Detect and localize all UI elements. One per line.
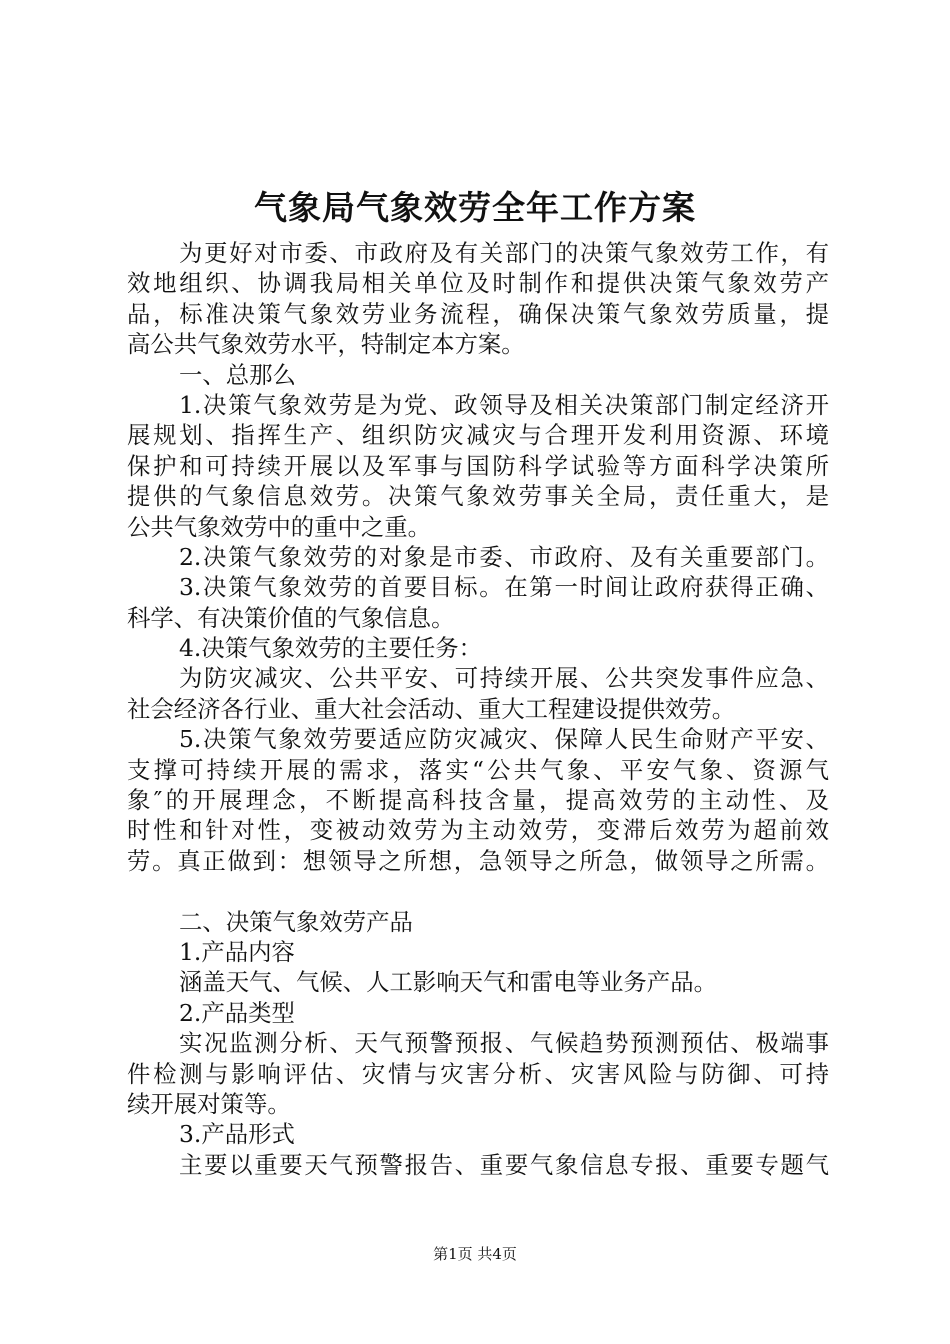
page-footer: 第1页 共4页 — [433, 1245, 517, 1263]
text-line: 件检测与影响评估、灾情与灾害分析、灾害风险与防御、可持 — [127, 1059, 829, 1088]
text-line: 象″的开展理念，不断提高科技含量，提高效劳的主动性、及 — [127, 786, 829, 815]
text-line: 劳。真正做到：想领导之所想，急领导之所急，做领导之所需。 — [127, 846, 829, 875]
text-line: 3.决策气象效劳的首要目标。在第一时间让政府获得正确、 — [179, 573, 829, 602]
text-line: 4.决策气象效劳的主要任务： — [179, 634, 483, 663]
text-line: 展规划、指挥生产、组织防灾减灾与合理开发利用资源、环境 — [127, 421, 829, 450]
text-line: 涵盖天气、气候、人工影响天气和雷电等业务产品。 — [179, 968, 717, 997]
text-line: 社会经济各行业、重大社会活动、重大工程建设提供效劳。 — [127, 694, 736, 723]
text-line: 5.决策气象效劳要适应防灾减灾、保障人民生命财产平安、 — [179, 725, 829, 754]
text-line: 主要以重要天气预警报告、重要气象信息专报、重要专题气 — [179, 1150, 829, 1179]
text-line: 1.产品内容 — [179, 937, 295, 966]
text-line: 时性和针对性，变被动效劳为主动效劳，变滞后效劳为超前效 — [127, 816, 829, 845]
text-line: 续开展对策等。 — [127, 1089, 291, 1118]
text-line: 保护和可持续开展以及军事与国防科学试验等方面科学决策所 — [127, 451, 829, 480]
text-line: 二、决策气象效劳产品 — [179, 907, 413, 936]
text-line: 支撑可持续开展的需求，落实“公共气象、平安气象、资源气 — [127, 755, 829, 784]
text-line: 效地组织、协调我局相关单位及时制作和提供决策气象效劳产 — [127, 269, 829, 298]
blank-line — [127, 876, 829, 906]
text-line: 一、总那么 — [179, 360, 296, 389]
page-title: 气象局气象效劳全年工作方案 — [254, 188, 696, 227]
text-line: 3.产品形式 — [179, 1120, 295, 1149]
text-line: 2.产品类型 — [179, 998, 295, 1027]
text-line: 实况监测分析、天气预警预报、气候趋势预测预估、极端事 — [179, 1029, 829, 1058]
text-line: 为防灾减灾、公共平安、可持续开展、公共突发事件应急、 — [179, 664, 829, 693]
text-line: 科学、有决策价值的气象信息。 — [127, 603, 455, 632]
text-line: 公共气象效劳中的重中之重。 — [127, 512, 432, 541]
text-line: 提供的气象信息效劳。决策气象效劳事关全局，责任重大，是 — [127, 482, 829, 511]
text-line: 为更好对市委、市政府及有关部门的决策气象效劳工作，有 — [179, 239, 829, 267]
text-line: 2.决策气象效劳的对象是市委、市政府、及有关重要部门。 — [179, 542, 829, 571]
text-line: 1.决策气象效劳是为党、政领导及相关决策部门制定经济开 — [179, 390, 829, 419]
document-body — [127, 238, 829, 1180]
text-line: 品，标准决策气象效劳业务流程，确保决策气象效劳质量，提 — [127, 299, 829, 328]
text-line: 高公共气象效劳水平，特制定本方案。 — [127, 330, 525, 359]
